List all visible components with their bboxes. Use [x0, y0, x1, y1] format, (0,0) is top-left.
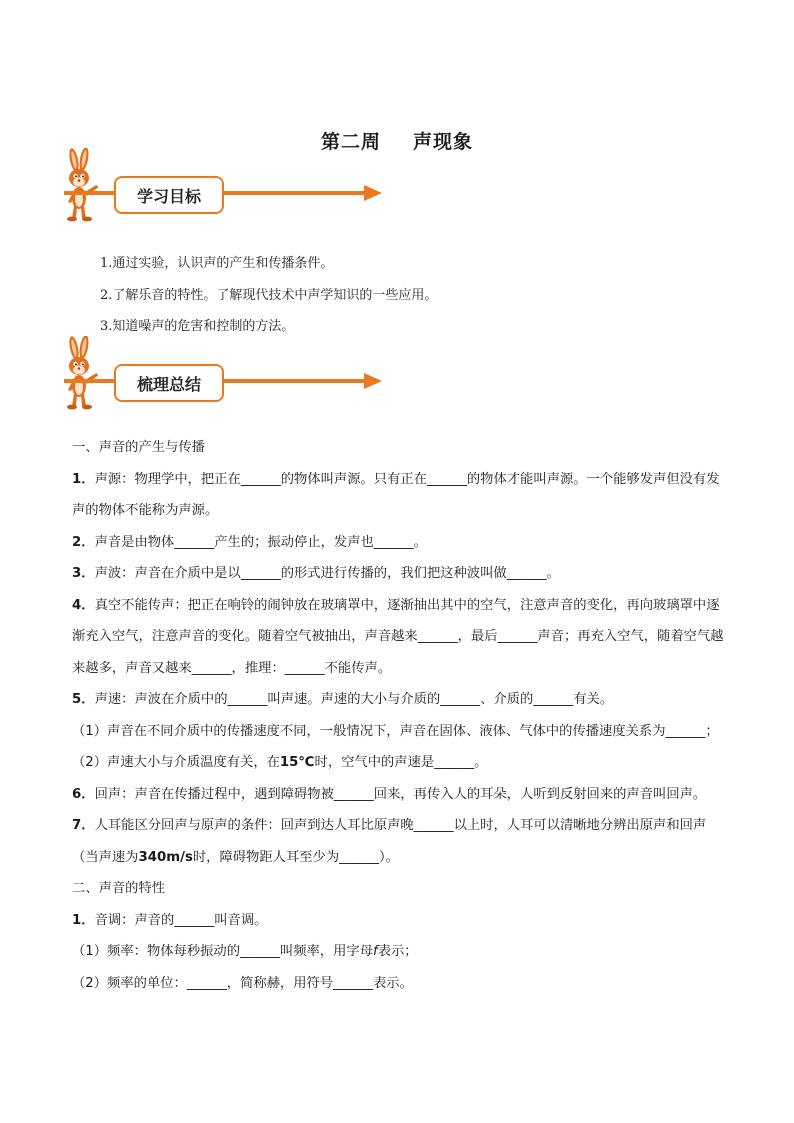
item-speed-media: （1）声音在不同介质中的传播速度不同，一般情况下，声音在固体、液体、气体中的传播速度关系为______； — [72, 723, 719, 739]
goals-heading: 学习目标 — [114, 176, 224, 214]
summary-banner — [60, 336, 390, 398]
item-sound-wave: 3．声波：声音在介质中是以______的形式进行传播的，我们把这种波叫做______。 — [72, 566, 560, 581]
goal-item-3: 3.知道噪声的危害和控制的方法。 — [100, 319, 295, 334]
orange-arrow-icon — [64, 372, 384, 390]
item-echo: 6．回声：声音在传播过程中，遇到障碍物被______回来，再传入人的耳朵，人听到反射回来的声音叫回声。 — [72, 786, 707, 802]
item-frequency-unit: （2）频率的单位：______，简称赫，用符号______表示。 — [72, 975, 413, 991]
heading-sound-production: 一、声音的产生与传播 — [72, 440, 205, 455]
goal-item-2: 2.了解乐音的特性。了解现代技术中声学知识的一些应用。 — [100, 288, 438, 303]
item-speed-temperature: （2）声速大小与介质温度有关，在15℃时，空气中的声速是______。 — [72, 755, 488, 770]
item-frequency: （1）频率：物体每秒振动的______叫频率，用字母f表示； — [72, 944, 418, 959]
item-sound-source: 1．声源：物理学中，把正在______的物体叫声源。只有正在______的物体才能叫声源。一个能够发声但没有发声的物体不能称为声源。 — [72, 471, 720, 518]
summary-heading: 梳理总结 — [114, 364, 224, 402]
item-pitch: 1．音调：声音的______叫音调。 — [72, 912, 268, 928]
title-week: 第二周 — [320, 131, 381, 153]
goal-item-1: 1.通过实验，认识声的产生和传播条件。 — [100, 256, 334, 271]
item-vibration: 2．声音是由物体______产生的；振动停止，发声也______。 — [72, 534, 427, 550]
item-vacuum: 4．真空不能传声：把正在响铃的闹钟放在玻璃罩中，逐渐抽出其中的空气，注意声音的变化，再向玻璃罩中逐渐充入空气，注意声音的变化。随着空气被抽出，声音越来______，最后______声音；再充入空气，随着空气越来越多，声音又越来______，推理：______不能传声。 — [72, 597, 724, 676]
heading-sound-characteristics: 二、声音的特性 — [72, 881, 166, 896]
summary-content — [72, 432, 728, 999]
title-topic: 声现象 — [413, 131, 474, 153]
goals-banner — [60, 148, 390, 210]
item-sound-speed: 5．声速：声波在介质中的______叫声速。声速的大小与介质的______、介质的______有关。 — [72, 692, 614, 707]
item-echo-condition: 7．人耳能区分回声与原声的条件：回声到达人耳比原声晚______以上时，人耳可以清晰地分辨出原声和回声（当声速为340m/s时，障碍物距人耳至少为______）。 — [72, 818, 707, 865]
orange-arrow-icon — [64, 184, 384, 202]
